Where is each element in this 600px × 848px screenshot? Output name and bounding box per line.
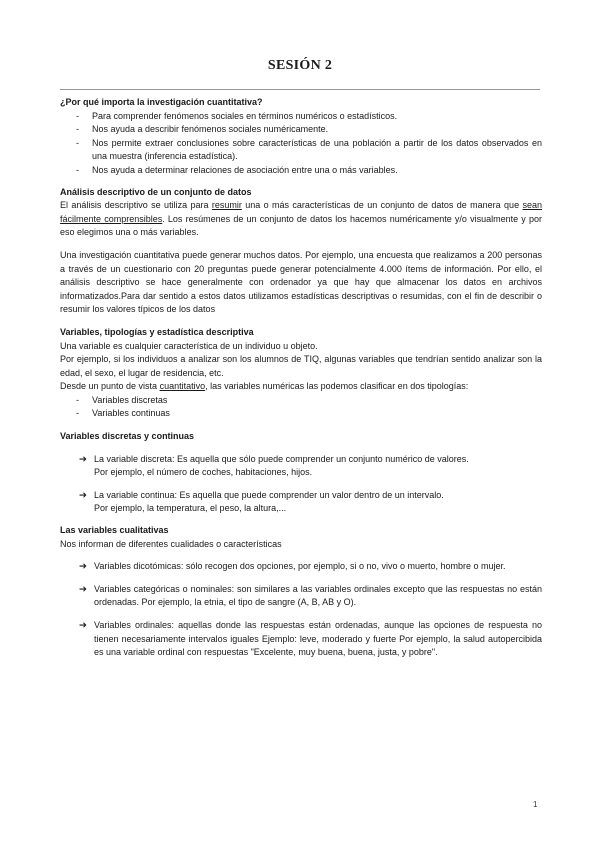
title-divider: [60, 89, 540, 90]
list-item: ➔ Variables categóricas o nominales: son similares a las variables ordinales excepto que las respuestas no están ordenadas. Por ejemplo, la etnia, el tipo de sangre (A, B, AB y O).: [60, 583, 542, 610]
paragraph-qualitative-intro: Nos informan de diferentes cualidades o características: [60, 538, 282, 549]
list-item: - Para comprender fenómenos sociales en términos numéricos o estadísticos.: [60, 110, 542, 124]
document-body: [60, 96, 542, 660]
section-heading-descriptive-analysis: Análisis descriptivo de un conjunto de datos: [60, 186, 252, 197]
arrow-icon: ➔: [79, 489, 87, 501]
paragraph-variable-example: Por ejemplo, si los individuos a analizar son los alumnos de TIQ, algunas variables que tendrían sentido analizar son la edad, el sexo, el lugar de residencia, etc.: [60, 354, 542, 378]
section-heading-qualitative: Las variables cualitativas: [60, 525, 169, 536]
list-item: ➔ Variables ordinales: aquellas donde las respuestas están ordenadas, aunque las opciones de respuesta no tienen necesariamente intervalos iguales Ejemplo: leve, moderado y fuerte Por ejemplo, la salud autopercibida es una variable ordinal con respuestas "Excelente, muy buena, buena, justa, y pobre".: [60, 619, 542, 660]
paragraph-descriptive-definition: El análisis descriptivo se utiliza para resumir una o más características de un conjunto de datos de manera que sean fácilmente comprensibles. Los resúmenes de un conjunto de datos los hacemos numéricamente y/o visualmente y por eso elegimos una o más variables.: [60, 200, 542, 238]
section-heading-variables: Variables, tipologías y estadística descriptiva: [60, 326, 254, 337]
section-heading-importance: ¿Por qué importa la investigación cuantitativa?: [60, 97, 263, 107]
dash-marker: -: [76, 110, 79, 121]
paragraph-variable-definition: Una variable es cualquier característica de un individuo u objeto.: [60, 340, 318, 351]
arrow-icon: ➔: [79, 620, 87, 631]
arrow-icon: ➔: [79, 583, 87, 595]
paragraph-variable-types: Desde un punto de vista cuantitativo, las variables numéricas las podemos clasificar en dos tipologías:: [60, 381, 469, 392]
list-item: ➔ La variable continua: Es aquella que puede comprender un valor dentro de un intervalo. Por ejemplo, la temperatura, el peso, la altura,...: [60, 489, 542, 516]
dash-marker: -: [76, 408, 79, 419]
paragraph-data-volume: Una investigación cuantitativa puede generar muchos datos. Por ejemplo, una encuesta que realizamos a 200 personas a través de un cuestionario con 20 preguntas puede generar potencialmente 4.000 ítems de información. Por ello, el análisis descriptivo se hace generalmente con ordenador ya que hay que almacenar los datos en archivos informatizados.Para dar sentido a estos datos utilizamos estadísticas descriptivas o resumidas, con el fin de describir o resumir los valores típicos de los datos: [60, 249, 542, 315]
dash-marker: -: [76, 137, 79, 148]
dash-marker: -: [76, 124, 79, 135]
list-item: - Nos ayuda a determinar relaciones de asociación entre una o más variables.: [60, 164, 542, 178]
arrow-icon: ➔: [79, 561, 87, 573]
dash-marker: -: [76, 394, 79, 405]
list-item: - Nos ayuda a describir fenómenos sociales numéricamente.: [60, 123, 542, 137]
page-title: SESIÓN 2: [267, 58, 333, 73]
list-item: ➔ La variable discreta: Es aquella que sólo puede comprender un conjunto numérico de valores. Por ejemplo, el número de coches, habitaciones, hijos.: [60, 453, 542, 480]
arrow-icon: ➔: [79, 453, 87, 465]
list-item: ➔ Variables dicotómicas: sólo recogen dos opciones, por ejemplo, si o no, vivo o muerto, hombre o mujer.: [60, 560, 542, 574]
underlined-term: cuantitativo: [159, 381, 206, 392]
underlined-term: resumir: [211, 200, 242, 211]
underlined-term: sean fácilmente comprensibles: [60, 200, 542, 224]
list-item: - Nos permite extraer conclusiones sobre características de una población a partir de los datos observados en una muestra (inferencia estadística).: [60, 137, 542, 164]
list-item: - Variables continuas: [60, 407, 542, 421]
list-item: - Variables discretas: [60, 394, 542, 408]
page-number: 1: [533, 800, 538, 809]
dash-marker: -: [76, 164, 79, 175]
section-heading-discrete-continuous: Variables discretas y continuas: [60, 431, 195, 442]
